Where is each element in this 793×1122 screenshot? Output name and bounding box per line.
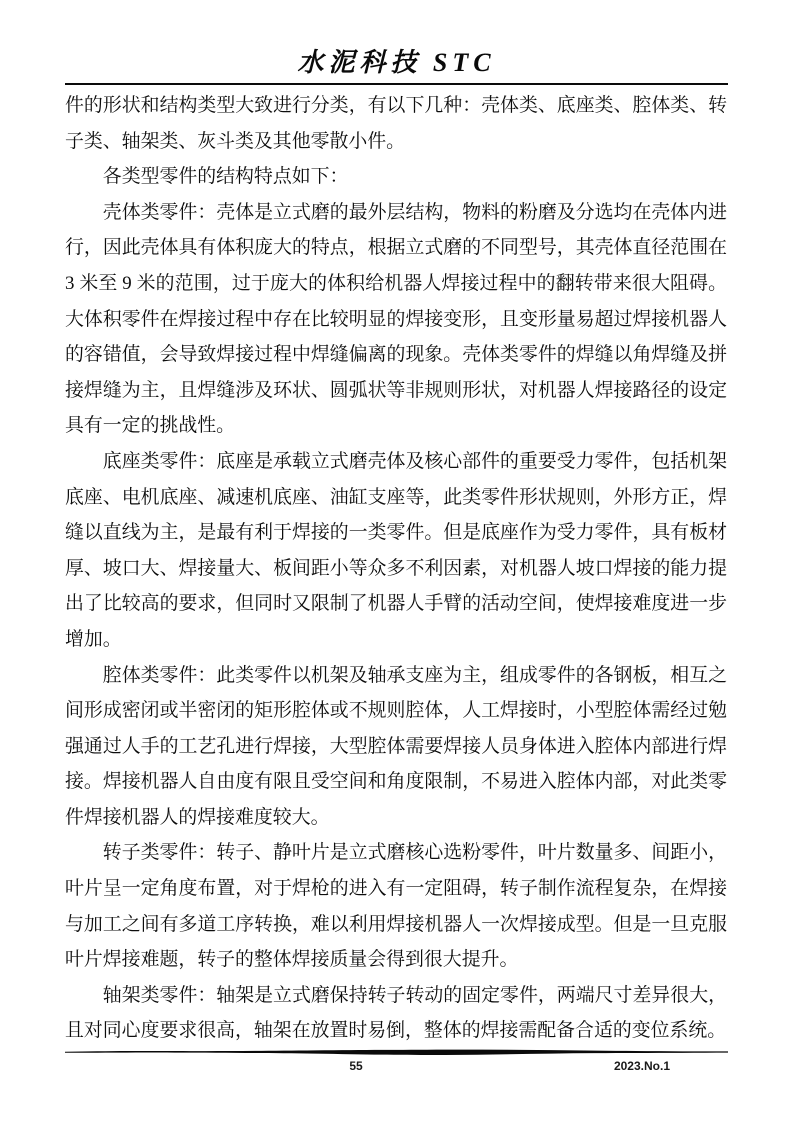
page-number: 55: [349, 1059, 363, 1073]
issue-label: 2023.No.1: [613, 1059, 670, 1073]
paragraph-shell-parts: 壳体类零件：壳体是立式磨的最外层结构，物料的粉磨及分选均在壳体内进行，因此壳体具有体积庞大的特点，根据立式磨的不同型号，其壳体直径范围在 3 米至 9 米的范围，过于庞大的体积给机器人焊接过程中的翻转带来很大阻碍。大体积零件在焊接过程中存在比较明显的焊接变形，且变形量易超过焊接机器人的容错值，会导致焊接过程中焊缝偏离的现象。壳体类零件的焊缝以角焊缝及拼接焊缝为主，且焊缝涉及环状、圆弧状等非规则形状，对机器人焊接路径的设定具有一定的挑战性。: [65, 201, 727, 437]
paragraph-base-parts: 底座类零件：底座是承载立式磨壳体及核心部件的重要受力零件，包括机架底座、电机底座、减速机底座、油缸支座等，此类零件形状规则，外形方正，焊缝以直线为主，是最有利于焊接的一类零件。但是底座作为受力零件，具有板材厚、坡口大、焊接量大、板间距小等众多不利因素，对机器人坡口焊接的能力提出了比较高的要求，但同时又限制了机器人手臂的活动空间，使焊接难度进一步增加。: [65, 450, 727, 650]
paragraph-rotor-parts: 转子类零件：转子、静叶片是立式磨核心选粉零件，叶片数量多、间距小，叶片呈一定角度布置，对于焊枪的进入有一定阻碍，转子制作流程复杂，在焊接与加工之间有多道工序转换，难以利用焊接机器人一次焊接成型。但是一旦克服叶片焊接难题，转子的整体焊接质量会得到很大提升。: [65, 842, 727, 971]
paragraph-intro: 各类型零件的结构特点如下：: [102, 166, 349, 188]
paragraph-cavity-parts: 腔体类零件：此类零件以机架及轴承支座为主，组成零件的各钢板，相互之间形成密闭或半密闭的矩形腔体或不规则腔体，人工焊接时，小型腔体需经过勉强通过人手的工艺孔进行焊接，大型腔体需要焊接人员身体进入腔体内部进行焊接。焊接机器人自由度有限且受空间和角度限制，不易进入腔体内部，对此类零件焊接机器人的焊接难度较大。: [65, 664, 727, 828]
paragraph-continuation: 件的形状和结构类型大致进行分类，有以下几种：壳体类、底座类、腔体类、转子类、轴架类、灰斗类及其他零散小件。: [65, 95, 727, 152]
journal-header: [0, 42, 793, 79]
header-rule: [65, 83, 728, 85]
article-body: [65, 88, 727, 1049]
journal-title: 水泥科技 STC: [297, 48, 496, 77]
footer-rule: [65, 1048, 728, 1058]
paragraph-shaft-frame-parts: 轴架类零件：轴架是立式磨保持转子转动的固定零件，两端尺寸差异很大，且对同心度要求很高，轴架在放置时易倒，整体的焊接需配备合适的变位系统。: [65, 984, 727, 1042]
